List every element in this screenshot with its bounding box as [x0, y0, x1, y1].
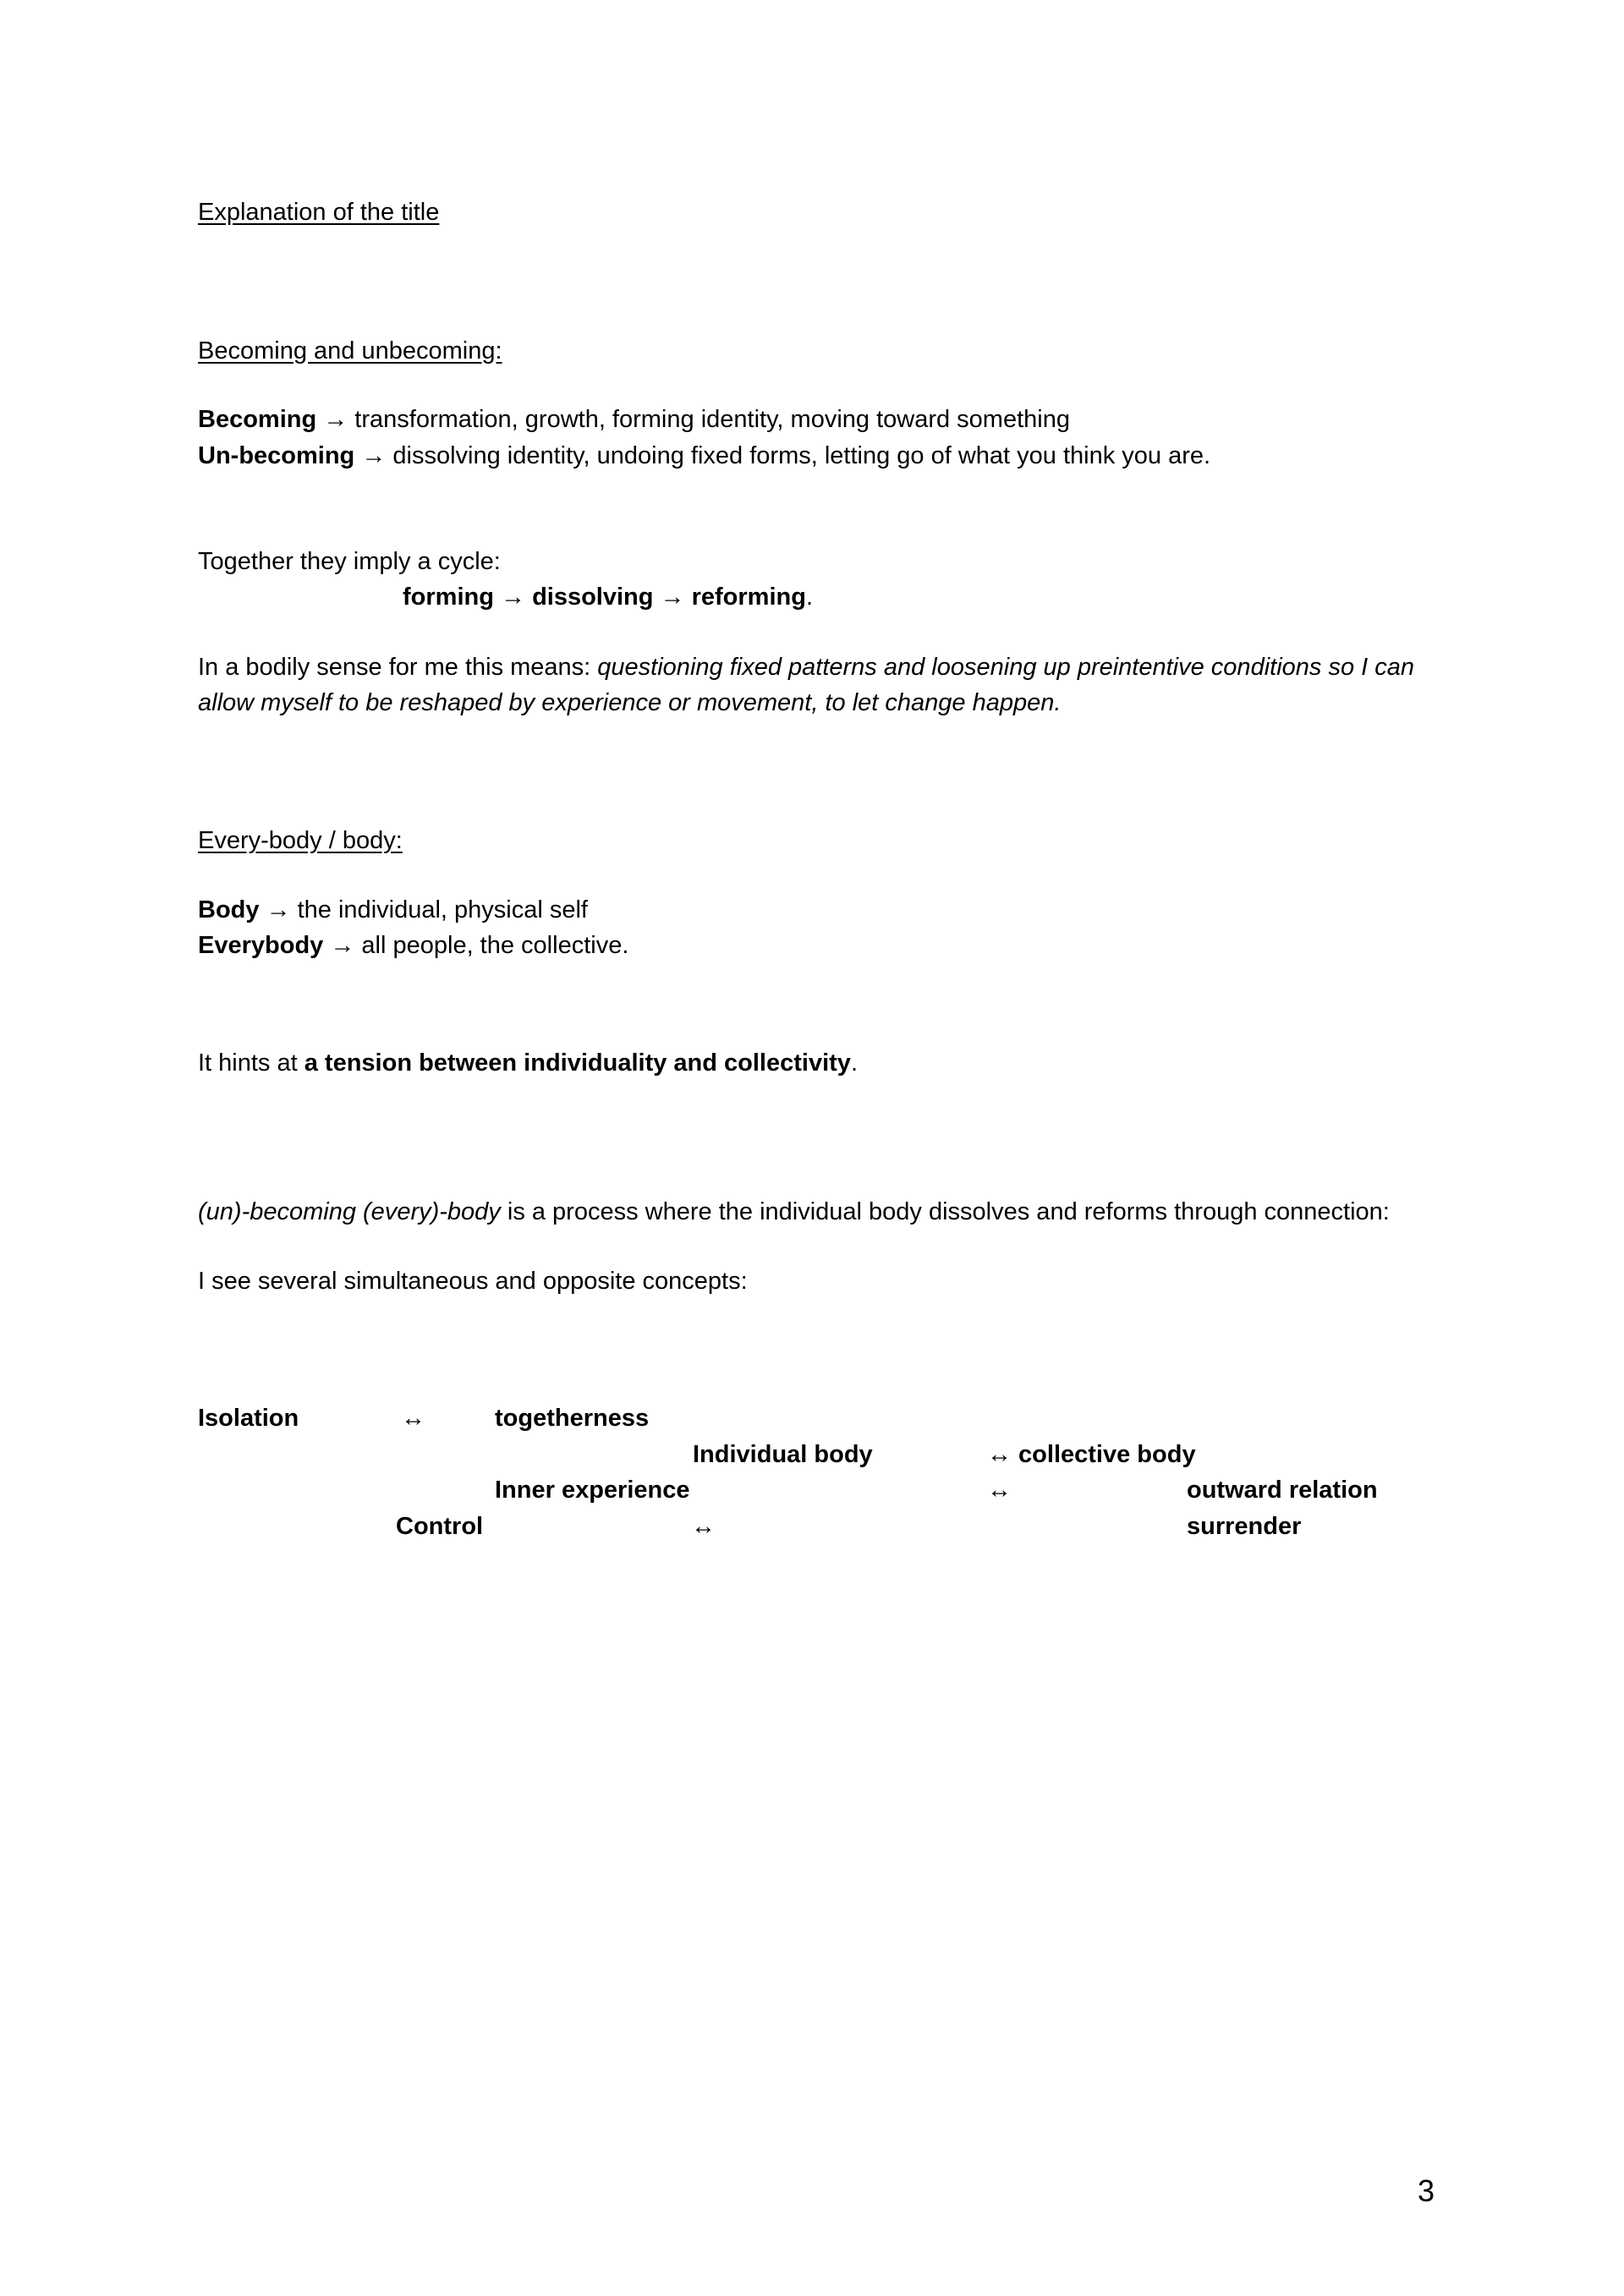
body-definition — [198, 892, 588, 928]
unbecoming-def: → dissolving identity, undoing fixed forms, letting go of what you think you are. — [361, 442, 1211, 469]
cycle-arrow-2: → — [660, 584, 685, 611]
becoming-def: → transformation, growth, forming identity, moving toward something — [323, 406, 1070, 433]
unbecoming-term: Un-becoming — [198, 442, 355, 469]
process-statement — [198, 1194, 1390, 1230]
becoming-section-heading: Becoming and unbecoming: — [198, 337, 502, 364]
opposition-arrow-d: ↔ — [691, 1513, 716, 1540]
cycle-line — [403, 579, 813, 615]
bodily-sense-line-1 — [198, 649, 1414, 685]
everybody-definition — [198, 928, 628, 963]
everybody-section-heading: Every-body / body: — [198, 827, 403, 854]
cycle-reforming: reforming — [691, 584, 806, 611]
opposition-isolation: Isolation — [198, 1405, 299, 1432]
opposition-arrow-c: ↔ — [987, 1477, 1012, 1504]
bodily-lead: In a bodily sense for me this means: — [198, 654, 598, 681]
opposition-togetherness: togetherness — [495, 1405, 650, 1432]
cycle-forming: forming — [403, 584, 494, 611]
opposition-outward-relation: outward relation — [1187, 1477, 1378, 1504]
opposition-inner-experience: Inner experience — [495, 1477, 690, 1504]
tension-bold: a tension between individuality and collectivity — [304, 1049, 851, 1077]
tension-end: . — [850, 1049, 858, 1077]
cycle-intro: Together they imply a cycle: — [198, 548, 501, 575]
body-term: Body — [198, 896, 260, 923]
opposition-surrender: surrender — [1187, 1513, 1302, 1540]
cycle-arrow-1: → — [501, 584, 525, 611]
process-italic-title: (un)-becoming (every)-body — [198, 1198, 501, 1225]
opposition-collective-body: ↔ collective body — [987, 1441, 1196, 1468]
cycle-period: . — [805, 584, 814, 611]
everybody-term: Everybody — [198, 932, 324, 959]
tension-lead: It hints at — [198, 1049, 304, 1077]
opposition-arrow-a: ↔ — [401, 1405, 425, 1432]
body-def: → the individual, physical self — [266, 896, 588, 923]
title-explanation-heading: Explanation of the title — [198, 199, 440, 226]
opposition-control: Control — [396, 1513, 484, 1540]
cycle-dissolving: dissolving — [532, 584, 654, 611]
page-number: 3 — [1418, 2173, 1435, 2208]
opposition-individual-body: Individual body — [693, 1441, 873, 1468]
everybody-def: → all people, the collective. — [330, 932, 629, 959]
becoming-term: Becoming — [198, 406, 317, 433]
concepts-intro: I see several simultaneous and opposite concepts: — [198, 1268, 748, 1295]
bodily-sense-line-2: allow myself to be reshaped by experience or movement, to let change happen. — [198, 689, 1062, 716]
tension-statement — [198, 1045, 858, 1081]
becoming-definition — [198, 402, 1070, 437]
process-rest: is a process where the individual body dissolves and reforms through connection: — [500, 1198, 1390, 1225]
bodily-italic-1: questioning fixed patterns and loosening up preintentive conditions so I can — [597, 654, 1415, 681]
unbecoming-definition — [198, 438, 1210, 474]
